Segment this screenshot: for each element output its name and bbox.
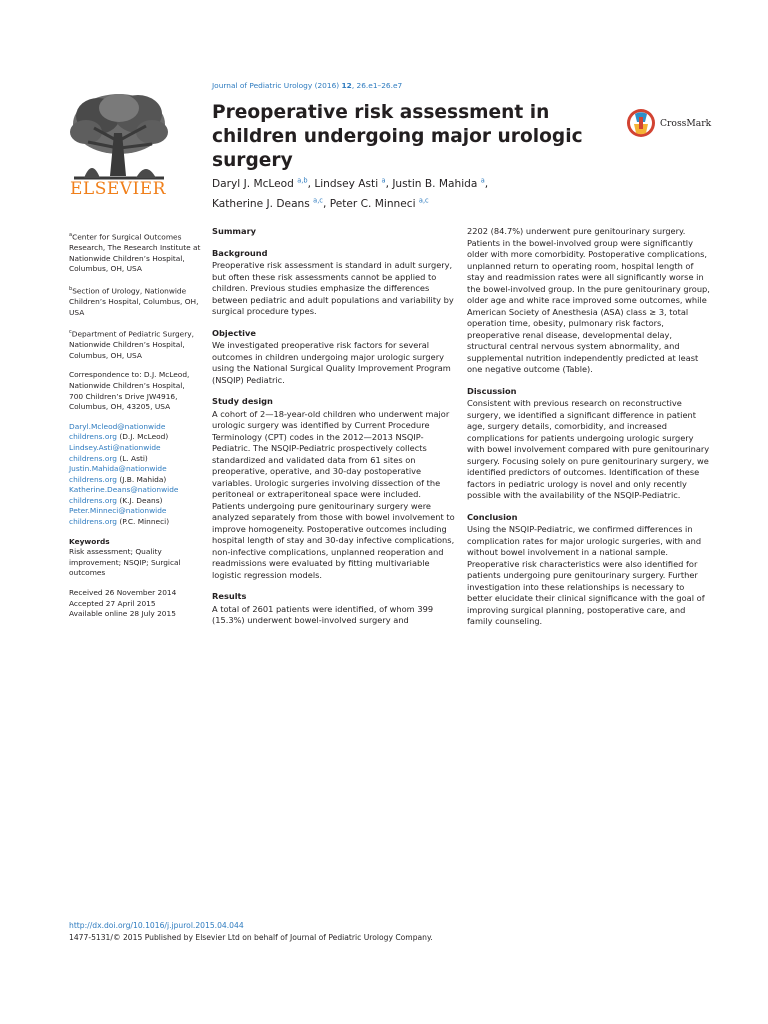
journal-reference[interactable]: [212, 81, 402, 90]
section-text: Consistent with previous research on reconstructive surgery, we identified a significant difference in patient age, surgery details, comorbidity, and increased complications for patients undergoing urologic surgery with bowel involvement compared with pure genitourinary surgery. Focusing solely on pure genitourinary surgery, we identified predictors of outcomes. Identification of these factors in pediatric urology is novel and only recently possible with the availability of the NSQIP-Pediatric.: [467, 398, 710, 500]
keywords: [69, 537, 201, 579]
email-link[interactable]: Lindsey.Asti@nationwide childrens.org: [69, 442, 161, 463]
author-list: [212, 172, 552, 213]
date-online: Available online 28 July 2015: [69, 609, 176, 619]
conclusion-section: [467, 512, 711, 628]
journal-volume: 12: [341, 81, 352, 90]
abstract-column-2: [467, 226, 711, 638]
crossmark-icon: [626, 108, 656, 138]
article-sidebar: [69, 230, 201, 629]
crossmark-label: CrossMark: [660, 117, 712, 129]
section-text: We investigated preoperative risk factors for several outcomes in children undergoing major urologic surgery using the National Surgical Quality Improvement Program (NSQIP) Pediatric.: [212, 340, 451, 385]
section-text: A cohort of 2—18-year-old children who underwent major urologic surgery was identified by Current Procedure Terminology (CPT) codes in the 2012—2013 NSQIP-Pediatric. The NSQIP-Pediatric prospectively collects standardized and validated data from 61 sites on preoperative, operative, and 30-day postoperative variables. Urologic surgeries involving dissection of the peritoneal or extraperitoneal space were included. Patients undergoing pure genitourinary surgery were analyzed separately from those with bowel involvement to improve homogeneity. Postoperative outcomes including hospital length of stay and 30-day infective complications, non-infective complications, unplanned reoperation and readmissions were evaluated by fitting multivariable logistic regression models.: [212, 408, 455, 580]
section-heading: Conclusion: [467, 511, 518, 522]
affiliation: $^c$Department of Pediatric Surgery, Nationwide Children’s Hospital, Columbus, OH, USA: [69, 329, 194, 360]
study-design-section: [212, 396, 456, 581]
crossmark-badge[interactable]: [626, 107, 726, 139]
author[interactable]: Justin B. Mahida $^a$,: [392, 176, 489, 190]
page-footer: [69, 920, 433, 944]
author[interactable]: Daryl J. McLeod $^{a,b}$,: [212, 176, 315, 190]
abstract-column-1: [212, 226, 456, 637]
copyright-line: 1477-5131/© 2015 Published by Elsevier Ltd on behalf of Journal of Pediatric Urology Company.: [69, 933, 433, 942]
email-entry: Lindsey.Asti@nationwide childrens.org (L. Asti): [69, 442, 161, 463]
section-heading: Results: [212, 591, 247, 601]
email-link[interactable]: Katherine.Deans@nationwide childrens.org: [69, 485, 179, 505]
section-heading: Discussion: [467, 385, 517, 396]
journal-pages: , 26.e1–26.e7: [351, 81, 403, 90]
discussion-section: [467, 386, 711, 502]
email-entry: Justin.Mahida@nationwide childrens.org (J.B. Mahida): [69, 464, 167, 484]
keywords-heading: Keywords: [69, 536, 110, 546]
journal-name: Journal of Pediatric Urology (2016): [212, 81, 342, 90]
section-text: Using the NSQIP-Pediatric, we confirmed differences in complication rates for major urologic surgeries, with and without bowel involvement in a national sample. Preoperative risk characteristics were also identified for patients undergoing pure genitourinary surgery. Further investigation into these relationships is necessary to better elucidate their clinical significance with the goal of improving surgical planning, postoperative care, and family counseling.: [467, 524, 705, 626]
article-title: Preoperative risk assessment in children undergoing major urologic surgery: [212, 102, 583, 171]
email-entry: Daryl.Mcleod@nationwide childrens.org (D.J. McLeod): [69, 421, 169, 442]
objective-section: [212, 328, 456, 387]
section-heading: Background: [212, 247, 268, 258]
correspondence-address: Correspondence to: D.J. McLeod, Nationwide Children’s Hospital, 700 Children’s Drive JW4916, Columbus, OH, 43205, USA: [69, 370, 190, 412]
email-link[interactable]: Peter.Minneci@nationwide childrens.org: [69, 506, 167, 527]
elsevier-wordmark: ELSEVIER: [70, 179, 166, 199]
date-accepted: Accepted 27 April 2015: [69, 598, 156, 608]
email-entry: Peter.Minneci@nationwide childrens.org (P.C. Minneci): [69, 506, 170, 527]
section-text: Preoperative risk assessment is standard in adult surgery, but often these risk assessments cannot be applied to children. Previous studies emphasize the differences between pediatric and adult populations and variability by surgical procedure types.: [212, 260, 454, 316]
author[interactable]: Peter C. Minneci $^{a,c}$: [329, 196, 429, 211]
section-heading: Study design: [212, 396, 273, 406]
author[interactable]: Katherine J. Deans $^{a,c}$,: [212, 196, 330, 211]
keywords-list: Risk assessment; Quality improvement; NSQIP; Surgical outcomes: [69, 547, 181, 578]
email-list: [69, 422, 201, 528]
background-section: [212, 248, 456, 318]
email-link[interactable]: Daryl.Mcleod@nationwide childrens.org: [69, 421, 166, 442]
results-continued: [467, 226, 711, 376]
summary-heading: Summary: [212, 226, 257, 236]
email-entry: Katherine.Deans@nationwide childrens.org (K.J. Deans): [69, 485, 179, 505]
email-link[interactable]: Justin.Mahida@nationwide childrens.org: [69, 464, 167, 484]
article-dates: [69, 588, 201, 620]
author[interactable]: Lindsey Asti $^a$,: [314, 176, 393, 190]
doi-link[interactable]: http://dx.doi.org/10.1016/j.jpurol.2015.04.044: [69, 921, 244, 930]
section-text: A total of 2601 patients were identified, of whom 399 (15.3%) underwent bowel-involved surgery and: [212, 603, 434, 625]
affiliation: $^a$Center for Surgical Outcomes Research, The Research Institute at Nationwide Children’s Hospital, Columbus, OH, USA: [69, 232, 201, 274]
section-text: 2202 (84.7%) underwent pure genitourinary surgery. Patients in the bowel-involved group were significantly older with more comorbidity. Postoperative complications, unplanned return to operating room, hospital length of stay and readmission rates were all significantly worse in the bowel-involved group. In the pure genitourinary group, older age and white race improved some outcomes, while American Society of Anesthesia (ASA) class ≥ 3, total operation time, obesity, pulmonary risk factors, preoperative renal disease, developmental delay, structural central nervous system abnormality, and supplemental nutrition independently predicted at least one negative outcome (Table).: [467, 226, 710, 374]
date-received: Received 26 November 2014: [69, 588, 177, 598]
results-section: [212, 591, 456, 627]
section-heading: Objective: [212, 327, 256, 338]
affiliation: $^b$Section of Urology, Nationwide Children’s Hospital, Columbus, OH, USA: [69, 285, 199, 317]
